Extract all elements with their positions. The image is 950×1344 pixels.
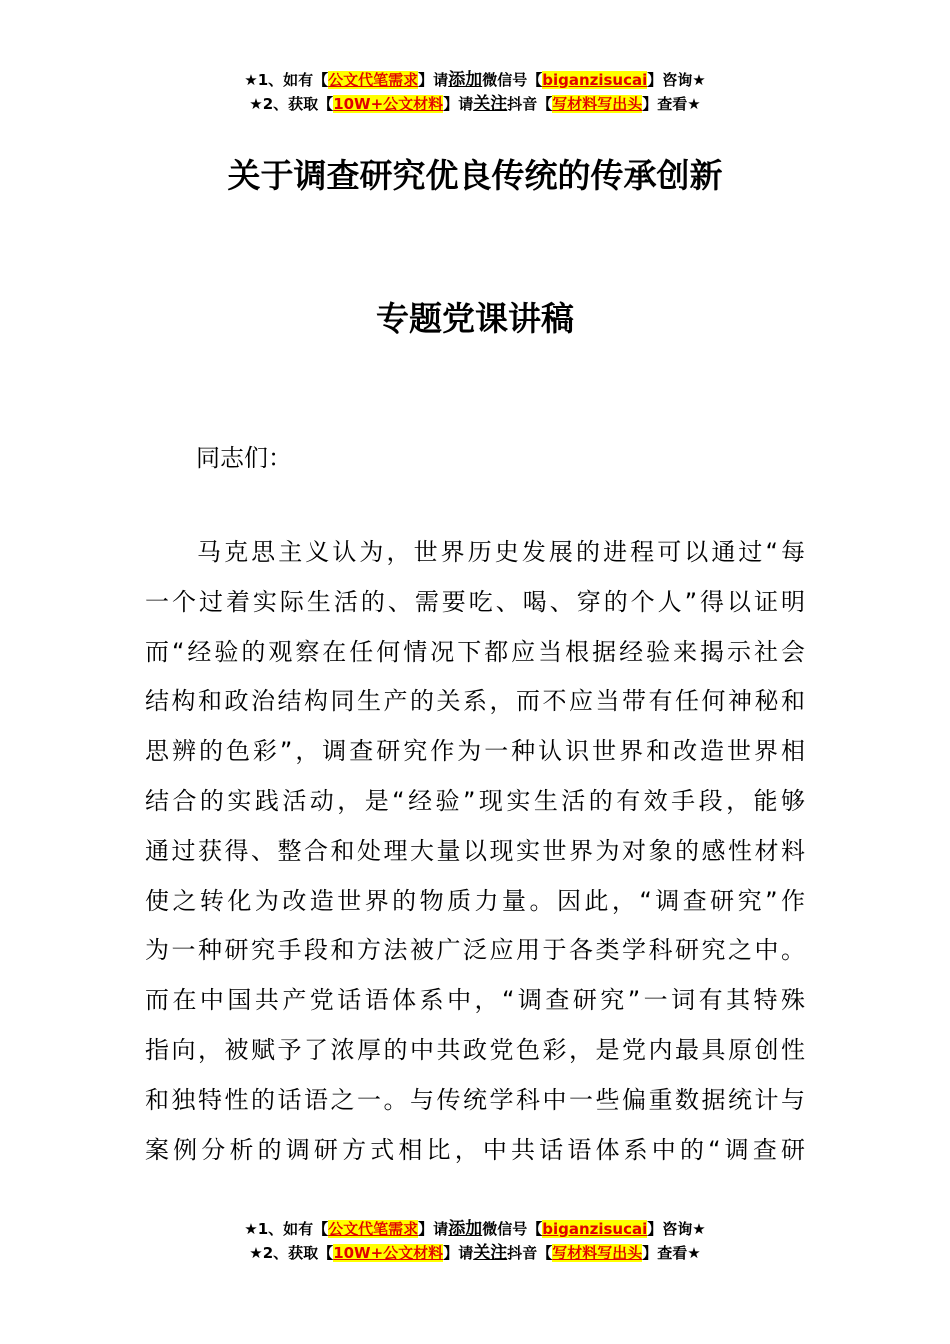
wechat-id: biganzisucai xyxy=(542,1220,648,1238)
wechat-id: biganzisucai xyxy=(542,71,648,89)
body-line: 使之转化为改造世界的物质力量。因此，“调查研究”作 xyxy=(145,886,805,915)
text: ★2、获取【 xyxy=(249,1244,334,1262)
douyin-id: 写材料写出头 xyxy=(552,1244,643,1262)
text: 】请 xyxy=(443,1244,474,1262)
underlined-text: 添加 xyxy=(448,1219,483,1239)
body-line: 通过获得、整合和处理大量以现实世界为对象的感性材料 xyxy=(145,836,805,865)
douyin-id: 写材料写出头 xyxy=(552,95,643,113)
text: 】请 xyxy=(418,71,449,89)
text: 】请 xyxy=(418,1220,449,1238)
body-line: 而“经验的观察在任何情况下都应当根据经验来揭示社会 xyxy=(145,637,805,666)
text: ★1、如有【 xyxy=(244,1220,329,1238)
salutation: 同志们： xyxy=(196,444,292,472)
body-line: 思辨的色彩”，调查研究作为一种认识世界和改造世界相 xyxy=(145,737,805,766)
body-line: 为一种研究手段和方法被广泛应用于各类学科研究之中。 xyxy=(145,936,805,965)
header-banner xyxy=(0,68,950,116)
footer-banner xyxy=(0,1217,950,1265)
text: 抖音【 xyxy=(507,1244,553,1262)
body-line: 结合的实践活动，是“经验”现实生活的有效手段，能够 xyxy=(145,786,805,815)
highlight: 公文代笔需求 xyxy=(328,71,419,89)
text: 】请 xyxy=(443,95,474,113)
body-line: 马克思主义认为，世界历史发展的进程可以通过“每 xyxy=(197,538,805,566)
text: 微信号【 xyxy=(482,1220,543,1238)
document-subtitle: 专题党课讲稿 xyxy=(376,299,574,338)
body-paragraph xyxy=(145,528,805,1175)
text: 】查看★ xyxy=(642,1244,701,1262)
text: 】咨询★ xyxy=(647,1220,706,1238)
highlight: 公文代笔需求 xyxy=(328,1220,419,1238)
banner-line-2 xyxy=(0,92,950,116)
document-title: 关于调查研究优良传统的传承创新 xyxy=(227,156,723,195)
banner-line-1 xyxy=(0,1217,950,1241)
text: 抖音【 xyxy=(507,95,553,113)
body-line: 结构和政治结构同生产的关系，而不应当带有任何神秘和 xyxy=(145,687,805,716)
banner-line-2 xyxy=(0,1241,950,1265)
body-line: 案例分析的调研方式相比，中共话语体系中的“调查研 xyxy=(145,1135,805,1164)
underlined-text: 关注 xyxy=(473,1243,508,1263)
text: 微信号【 xyxy=(482,71,543,89)
text: 】咨询★ xyxy=(647,71,706,89)
highlight: 10W+公文材料 xyxy=(333,95,444,113)
underlined-text: 关注 xyxy=(473,94,508,114)
banner-line-1 xyxy=(0,68,950,92)
highlight: 10W+公文材料 xyxy=(333,1244,444,1262)
underlined-text: 添加 xyxy=(448,70,483,90)
body-line: 和独特性的话语之一。与传统学科中一些偏重数据统计与 xyxy=(145,1085,805,1114)
body-line: 指向，被赋予了浓厚的中共政党色彩，是党内最具原创性 xyxy=(145,1035,805,1064)
text: ★2、获取【 xyxy=(249,95,334,113)
body-line: 一个过着实际生活的、需要吃、喝、穿的个人”得以证明 xyxy=(145,587,805,616)
body-line: 而在中国共产党话语体系中，“调查研究”一词有其特殊 xyxy=(145,986,805,1015)
text: ★1、如有【 xyxy=(244,71,329,89)
text: 】查看★ xyxy=(642,95,701,113)
